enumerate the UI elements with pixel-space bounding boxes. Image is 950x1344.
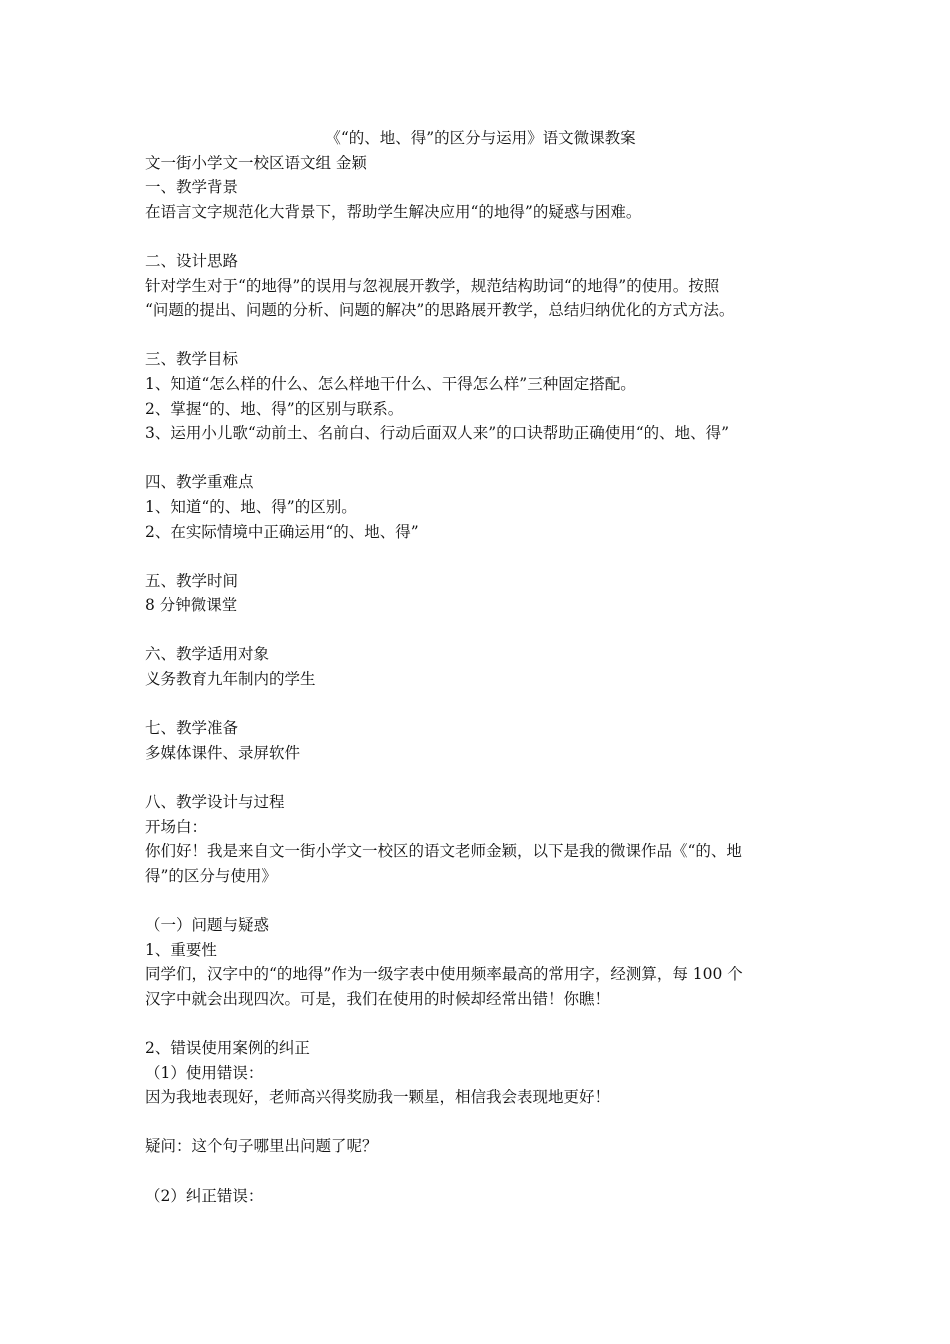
blank-line <box>145 446 810 471</box>
subheading-importance: 1、重要性 <box>145 940 217 959</box>
blank-line <box>145 618 810 643</box>
section-heading-key-points: 四、教学重难点 <box>145 473 254 492</box>
subheading-error-correction: 2、错误使用案例的纠正 <box>145 1038 310 1057</box>
key-point-item-2: 2、在实际情境中正确运用“的、地、得” <box>145 522 419 541</box>
section-heading-process: 八、教学设计与过程 <box>145 793 285 812</box>
opening-text-1: 你们好！我是来自文一街小学文一校区的语文老师金颖，以下是我的微课作品《“的、地 <box>145 842 742 861</box>
opening-label: 开场白： <box>145 817 208 836</box>
error-usage-label: （1）使用错误： <box>145 1063 264 1082</box>
blank-line <box>145 1110 810 1135</box>
correction-label: （2）纠正错误： <box>145 1186 264 1205</box>
section-text-preparation: 多媒体课件、录屏软件 <box>145 743 301 762</box>
goal-item-1: 1、知道“怎么样的什么、怎么样地干什么、干得怎么样”三种固定搭配。 <box>145 374 636 393</box>
document-page <box>145 126 810 1208</box>
section-heading-preparation: 七、教学准备 <box>145 719 239 738</box>
section-text-design-1: 针对学生对于“的地得”的误用与忽视展开教学，规范结构助词“的地得”的使用。按照 <box>145 276 720 295</box>
section-text-background: 在语言文字规范化大背景下，帮助学生解决应用“的地得”的疑惑与困难。 <box>145 202 642 221</box>
section-heading-goals: 三、教学目标 <box>145 350 239 369</box>
blank-line <box>145 888 810 913</box>
section-heading-time: 五、教学时间 <box>145 571 239 590</box>
error-usage-example: 因为我地表现好，老师高兴得奖励我一颗星，相信我会表现地更好！ <box>145 1088 611 1107</box>
opening-text-2: 得”的区分与使用》 <box>145 866 277 885</box>
section-heading-design: 二、设计思路 <box>145 251 239 270</box>
blank-line <box>145 224 810 249</box>
section-heading-audience: 六、教学适用对象 <box>145 645 270 664</box>
blank-line <box>145 692 810 717</box>
document-title: 《“的、地、得”的区分与运用》语文微课教案 <box>325 129 636 147</box>
goal-item-3: 3、运用小儿歌“动前土、名前白、行动后面双人来”的口诀帮助正确使用“的、地、得” <box>145 424 730 443</box>
section-text-design-2: “问题的提出、问题的分析、问题的解决”的思路展开教学，总结归纳优化的方式方法。 <box>145 301 735 320</box>
importance-text-1: 同学们，汉字中的“的地得”作为一级字表中使用频率最高的常用字，经测算，每 100 个 <box>145 965 743 984</box>
section-text-audience: 义务教育九年制内的学生 <box>145 670 316 689</box>
goal-item-2: 2、掌握“的、地、得”的区别与联系。 <box>145 399 404 418</box>
blank-line <box>145 323 810 348</box>
blank-line <box>145 1159 810 1184</box>
part-heading-questions: （一）问题与疑惑 <box>145 916 270 934</box>
section-text-time: 8 分钟微课堂 <box>145 596 238 615</box>
blank-line <box>145 1011 810 1036</box>
key-point-item-1: 1、知道“的、地、得”的区别。 <box>145 497 357 516</box>
blank-line <box>145 765 810 790</box>
section-heading-background: 一、教学背景 <box>145 178 239 197</box>
blank-line <box>145 544 810 569</box>
importance-text-2: 汉字中就会出现四次。可是，我们在使用的时候却经常出错！你瞧！ <box>145 989 611 1008</box>
question-text: 疑问：这个句子哪里出问题了呢？ <box>145 1137 378 1156</box>
document-author: 文一街小学文一校区语文组 金颖 <box>145 153 367 172</box>
